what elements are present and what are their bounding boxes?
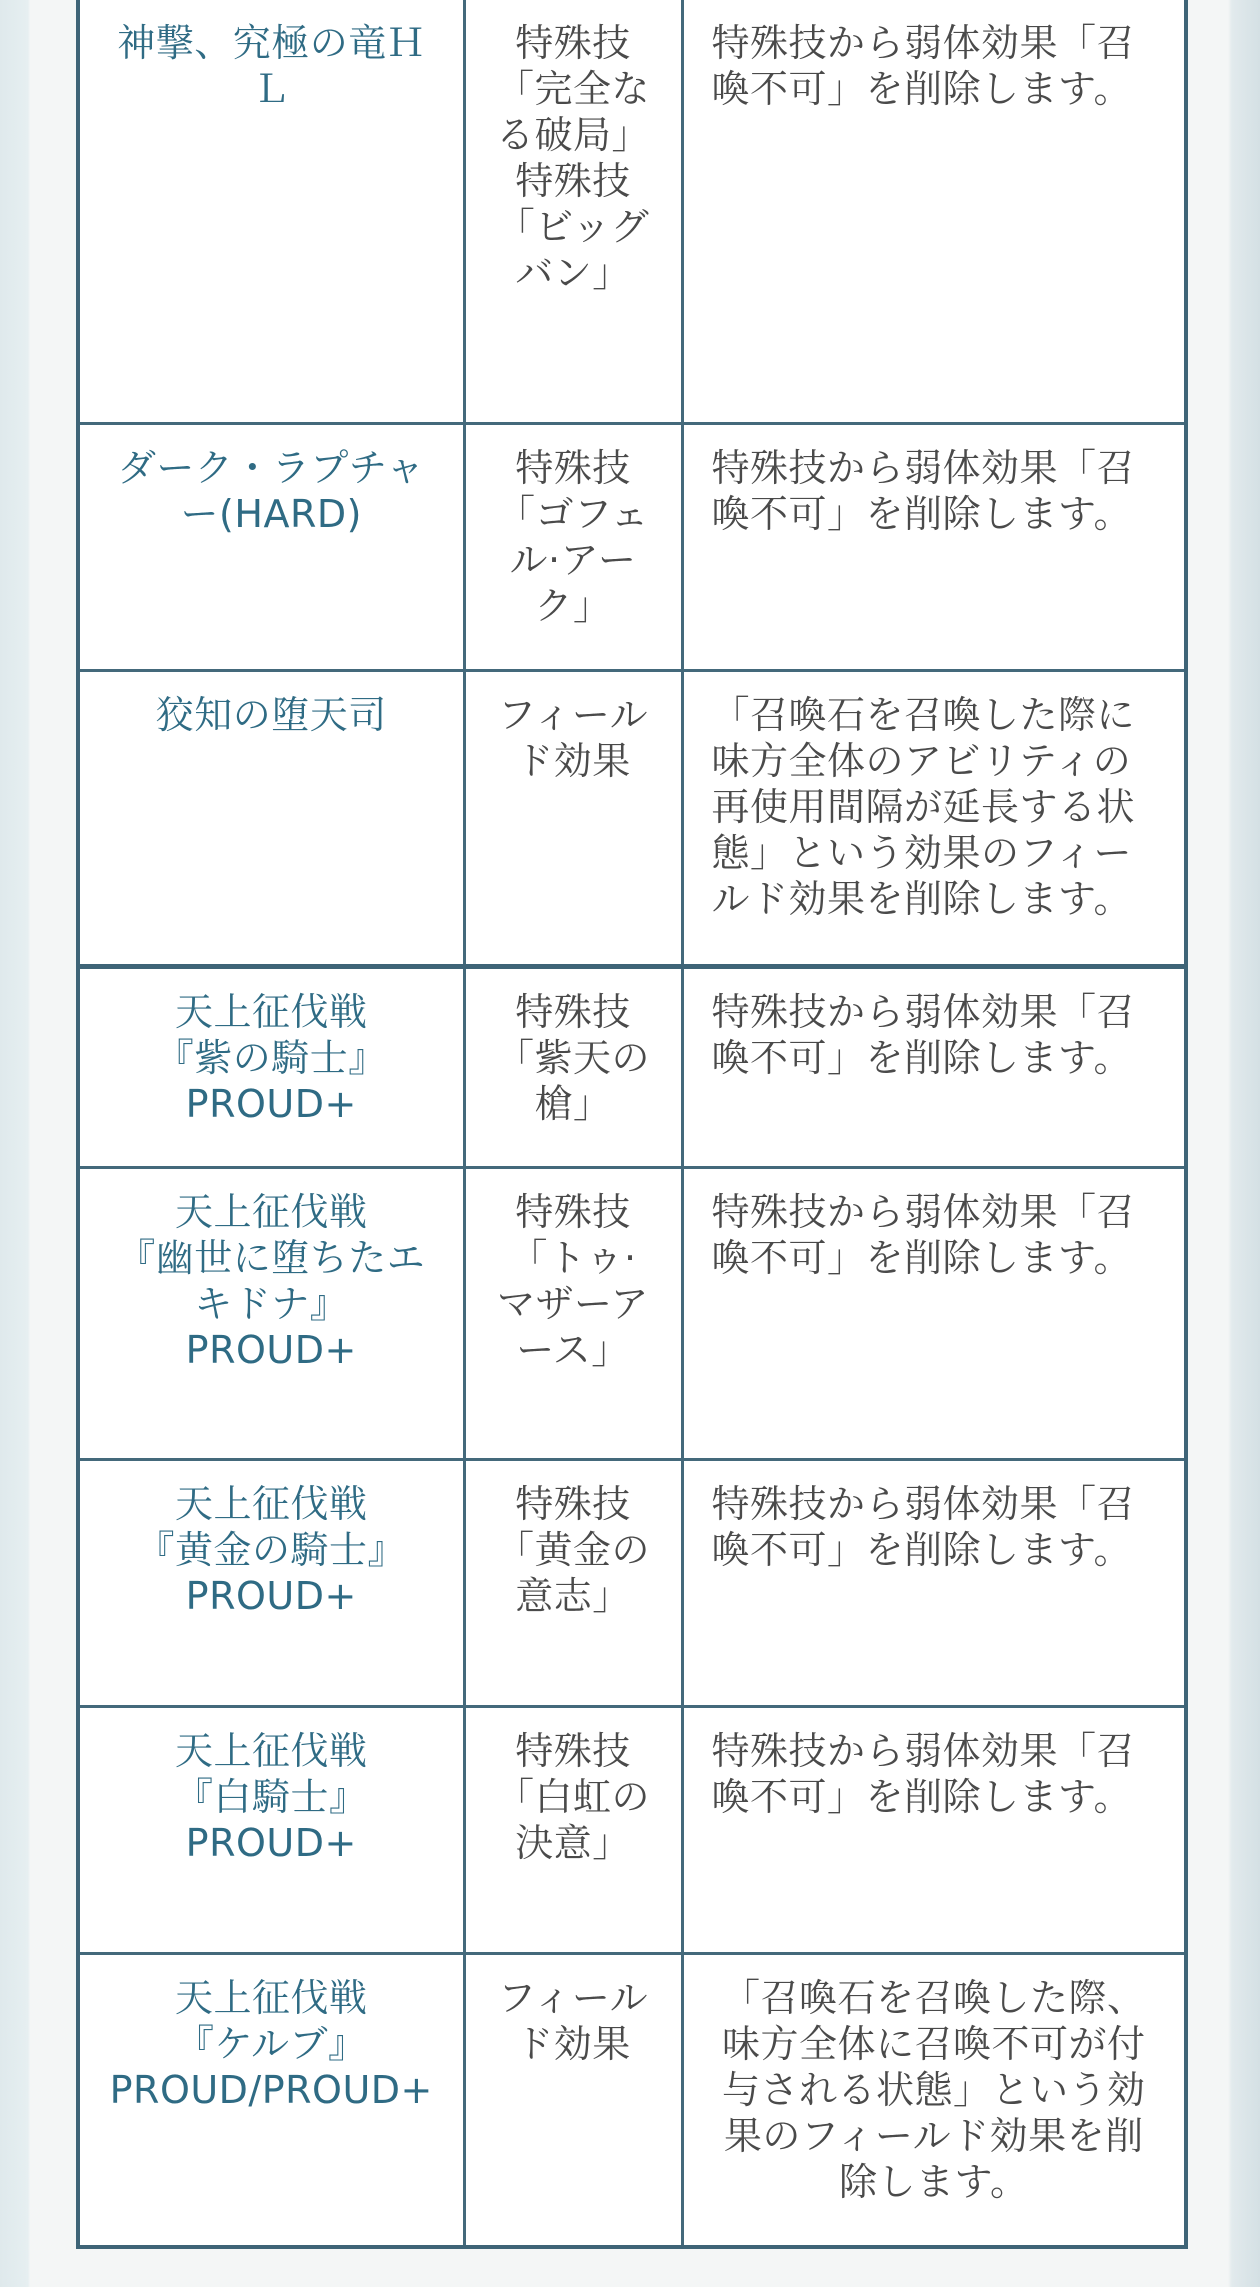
change-description-cell: [682, 1167, 1186, 1459]
quest-name-cell: [78, 423, 464, 670]
trigger-cell: [464, 670, 682, 966]
quest-name-line: 天上征伐戦: [174, 989, 368, 1034]
table-row: [78, 1167, 1186, 1459]
quest-difficulty: PROUD+: [185, 1820, 357, 1865]
table-row: [78, 966, 1186, 1167]
trigger-line: フィールド効果: [497, 1975, 649, 2066]
trigger-cell: [464, 1706, 682, 1953]
change-description-cell: [682, 670, 1186, 966]
trigger-line: 特殊技「トゥ·マザーアース」: [496, 1189, 650, 1372]
trigger-cell: [464, 1167, 682, 1459]
quest-difficulty: PROUD/PROUD+: [109, 2067, 433, 2112]
change-description: 「召喚石を召喚した際に味方全体のアビリティの再使用間隔が延長する状態」という効果のフィールド効果を削除します。: [711, 692, 1136, 921]
quest-name-line: 天上征伐戦: [174, 1189, 368, 1234]
trigger-line: 特殊技「ビッグバン」: [496, 159, 650, 295]
quest-name-cell: [78, 1953, 464, 2247]
quest-name-cell: [78, 1706, 464, 1953]
quest-name-cell: [78, 1459, 464, 1706]
change-description: 特殊技から弱体効果「召喚不可」を削除します。: [711, 445, 1136, 536]
summon-restriction-removal-table: [76, 0, 1188, 2249]
trigger-line: 特殊技「白虹の決意」: [495, 1728, 650, 1865]
trigger-cell: [464, 1953, 682, 2247]
quest-difficulty: PROUD+: [185, 1573, 357, 1618]
change-description-cell: [682, 0, 1186, 423]
change-description-cell: [682, 1953, 1186, 2247]
change-description: 特殊技から弱体効果「召喚不可」を削除します。: [711, 1189, 1136, 1280]
table-row: [78, 670, 1186, 966]
quest-name-line: 狡知の堕天司: [155, 692, 387, 737]
trigger-line: フィールド効果: [497, 692, 649, 783]
trigger-cell: [464, 1459, 682, 1706]
table-row: [78, 423, 1186, 670]
table-row: [78, 1459, 1186, 1706]
table-row: [78, 1706, 1186, 1953]
quest-difficulty: PROUD+: [185, 1081, 357, 1126]
change-description: 特殊技から弱体効果「召喚不可」を削除します。: [711, 989, 1136, 1080]
change-description: 特殊技から弱体効果「召喚不可」を削除します。: [711, 21, 1136, 111]
quest-name-cell: [78, 0, 464, 423]
quest-name-line: 天上征伐戦: [174, 1481, 368, 1526]
quest-name-line: 『白騎士』: [174, 1774, 368, 1819]
trigger-cell: [464, 423, 682, 670]
quest-name-line: 『紫の騎士』: [155, 1035, 387, 1080]
table-row: [78, 0, 1186, 423]
trigger-line: 特殊技「ゴフェル·アーク」: [496, 445, 650, 628]
table-row: [78, 1953, 1186, 2247]
trigger-cell: [464, 966, 682, 1167]
quest-name-line: 『ケルブ』: [175, 2021, 367, 2066]
change-description: 特殊技から弱体効果「召喚不可」を削除します。: [711, 1728, 1136, 1819]
change-description-cell: [682, 1706, 1186, 1953]
quest-name-line: 『幽世に堕ちたエキドナ』: [117, 1235, 426, 1326]
quest-name-line: 『黄金の騎士』: [136, 1527, 406, 1572]
quest-name-line: ダーク・ラプチャー(HARD): [117, 445, 425, 536]
change-description: 特殊技から弱体効果「召喚不可」を削除します。: [711, 1481, 1136, 1572]
quest-difficulty: PROUD+: [185, 1327, 357, 1372]
quest-name-line: 神撃、究極の竜ＨＬ: [117, 21, 426, 111]
trigger-line: 特殊技「紫天の槍」: [495, 989, 650, 1126]
quest-name-cell: [78, 966, 464, 1167]
change-description-cell: [682, 966, 1186, 1167]
trigger-line: 特殊技「黄金の意志」: [495, 1481, 650, 1618]
quest-name-line: 天上征伐戦: [174, 1728, 368, 1773]
quest-name-cell: [78, 1167, 464, 1459]
trigger-cell: [464, 0, 682, 423]
change-description-cell: [682, 423, 1186, 670]
quest-name-line: 天上征伐戦: [174, 1975, 368, 2020]
change-description-cell: [682, 1459, 1186, 1706]
trigger-line: 特殊技「完全なる破局」: [495, 21, 650, 157]
change-description: 「召喚石を召喚した際、味方全体に召喚不可が付与される状態」という効果のフィールド効果を削除します。: [721, 1975, 1146, 2204]
quest-name-cell: [78, 670, 464, 966]
